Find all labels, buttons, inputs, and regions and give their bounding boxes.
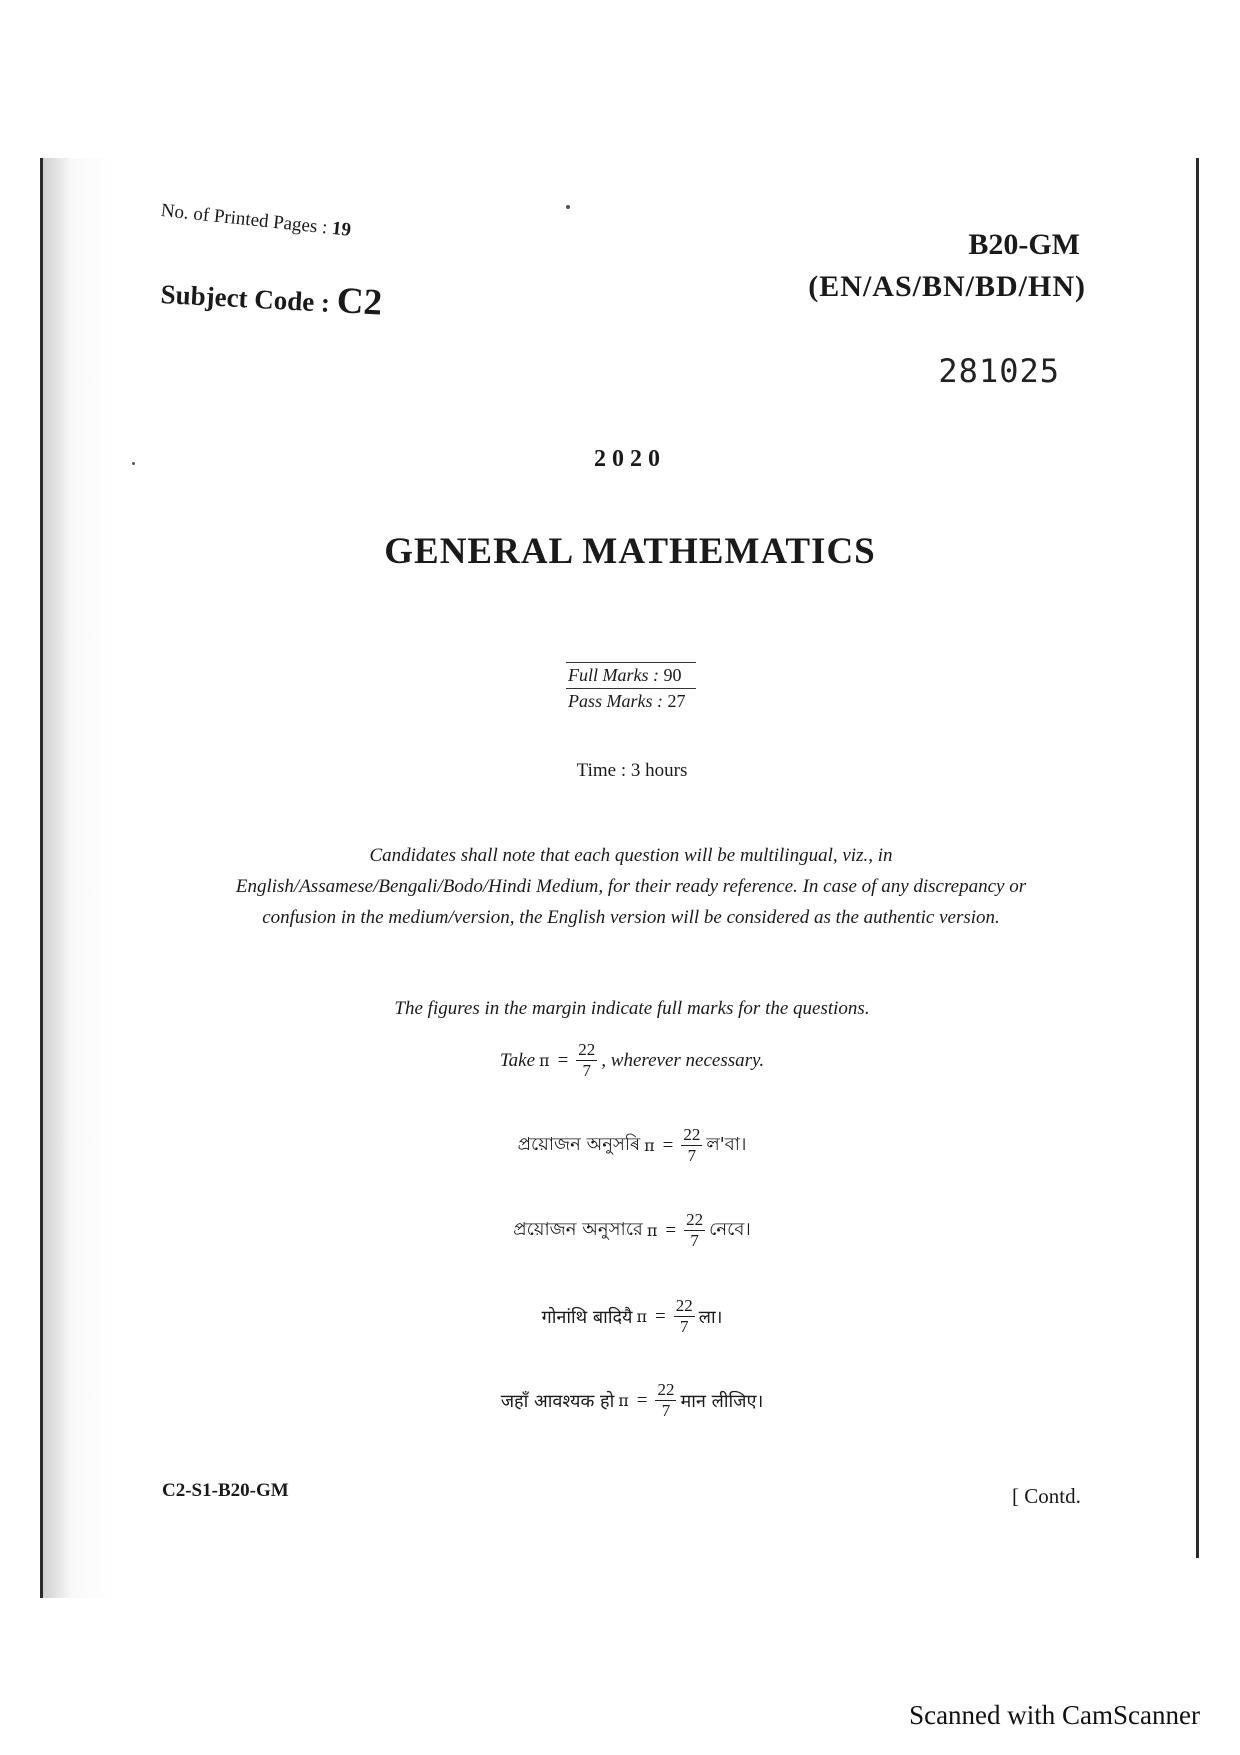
language-codes: (EN/AS/BN/BD/HN) [808, 270, 1086, 303]
margin-marks-note: The figures in the margin indicate full marks for the questions. [394, 998, 870, 1019]
exam-year: 2020 [594, 446, 666, 472]
pi-note-bodo: गोनांथि बादियै π = $\frac{22}{7}$ ला। [541, 1296, 723, 1336]
pi-fraction: $\frac{22}{7}$ [683, 1125, 701, 1165]
subject-code: Subject Code : C2 [159, 278, 384, 324]
pi-fraction: $\frac{22}{7}$ [675, 1296, 693, 1336]
marks-box [566, 662, 696, 714]
pi-fraction: $\frac{22}{7}$ [686, 1210, 704, 1250]
pi-note-bengali: প্রয়োজন অনুসারে π = $\frac{22}{7}$ নেবে। [513, 1210, 751, 1250]
serial-number: 281025 [938, 352, 1060, 390]
multilingual-note: Candidates shall note that each question will be multilingual, viz., in English/Assamese/Bengali/Bodo/Hindi Medium, for their ready reference. In case of any discrepancy or confusion in the medium/version, the English version will be considered as the authentic version. [235, 845, 1027, 928]
printed-pages-count: No. of Printed Pages : 19 [159, 200, 353, 241]
exam-title: GENERAL MATHEMATICS [384, 531, 876, 572]
scanner-watermark: Scanned with CamScanner [909, 1700, 1200, 1730]
exam-duration: Time : 3 hours [576, 760, 688, 781]
paper-code: B20-GM [968, 228, 1080, 261]
scan-right-edge [1196, 158, 1199, 1558]
footer-paper-code: C2-S1-B20-GM [162, 1480, 289, 1501]
full-marks: Full Marks : 90 [566, 662, 696, 689]
pi-note-english: Take π = $\frac{22}{7}$ , wherever necessary. [499, 1040, 765, 1080]
pass-marks: Pass Marks : 27 [568, 691, 686, 711]
scan-speck [566, 205, 570, 209]
pi-note-hindi: जहाँ आवश्यक हो π = $\frac{22}{7}$ मान लीजिए। [500, 1380, 764, 1420]
continued-marker: [ Contd. [1012, 1484, 1081, 1508]
pi-fraction: $\frac{22}{7}$ [578, 1040, 596, 1080]
pi-note-assamese: প্ৰয়োজন অনুসৰি π = $\frac{22}{7}$ ল'বা। [517, 1125, 747, 1165]
pi-fraction: $\frac{22}{7}$ [657, 1380, 675, 1420]
